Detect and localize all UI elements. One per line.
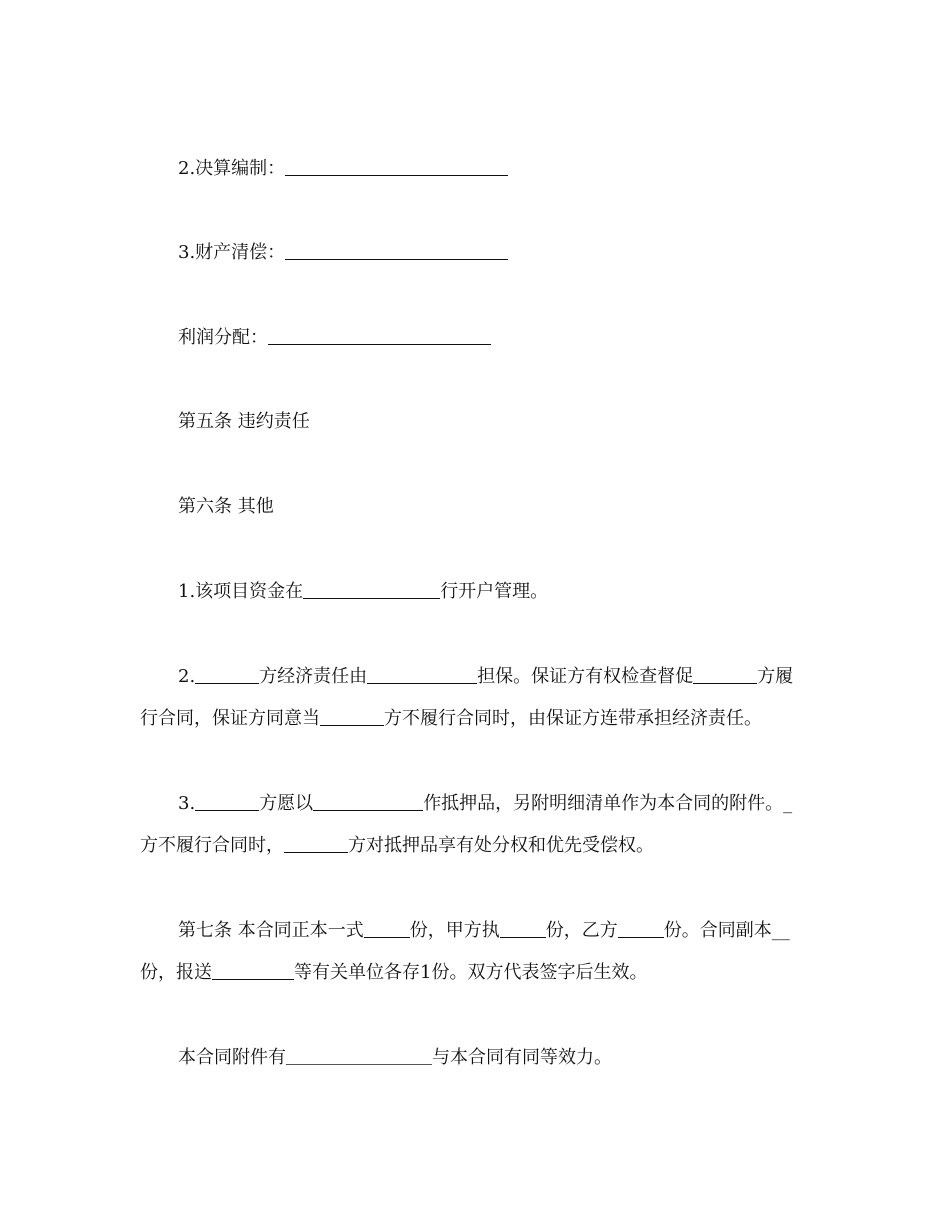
article-7-line1 xyxy=(140,910,812,952)
article-title: 第六条 其他 xyxy=(178,496,274,517)
clause-text: 方对抵押品享有处分权和优先受偿权。 xyxy=(348,835,654,856)
clause-text: 与本合同有同等效力。 xyxy=(432,1047,612,1068)
fill-blank[interactable] xyxy=(285,241,508,260)
article-7-line2 xyxy=(140,952,812,994)
clause-text: 担保。保证方有权检查督促 xyxy=(477,666,694,687)
clause-guarantee-line2 xyxy=(140,698,812,740)
clause-text: 行合同，保证方同意当 xyxy=(140,708,320,729)
clause-text: 利润分配： xyxy=(178,327,268,348)
clause-bank-account xyxy=(140,571,812,613)
clause-text: 份。合同副本__ xyxy=(663,920,790,941)
fill-blank[interactable] xyxy=(313,792,423,811)
fill-blank[interactable] xyxy=(284,834,348,853)
clause-text: 方不履行合同时，由保证方连带承担经济责任。 xyxy=(384,708,762,729)
clause-text: 3. xyxy=(178,793,196,814)
clause-final-accounts xyxy=(140,148,812,190)
clause-text: 份，乙方 xyxy=(545,920,618,941)
clause-text: 等有关单位各存1份。双方代表签字后生效。 xyxy=(294,962,648,983)
fill-blank[interactable] xyxy=(693,665,757,684)
clause-text: 份，报送 xyxy=(140,962,212,983)
clause-text: 行开户管理。 xyxy=(440,581,549,602)
clause-text: 方愿以 xyxy=(259,793,314,814)
clause-text: 方不履行合同时， xyxy=(140,835,284,856)
article-5-heading xyxy=(140,401,812,443)
clause-collateral-line1 xyxy=(140,783,812,825)
fill-blank[interactable] xyxy=(367,665,477,684)
article-6-heading xyxy=(140,486,812,528)
clause-property-settlement xyxy=(140,232,812,274)
fill-blank[interactable] xyxy=(195,792,259,811)
clause-profit-distribution xyxy=(140,317,812,359)
fill-blank[interactable] xyxy=(364,919,410,938)
article-title: 第五条 违约责任 xyxy=(178,411,310,432)
clause-text: 本合同附件有 xyxy=(178,1047,286,1068)
clause-attachments xyxy=(140,1037,812,1079)
clause-text: 2. xyxy=(178,666,196,687)
fill-blank[interactable] xyxy=(268,326,491,345)
clause-guarantee-line1 xyxy=(140,656,812,698)
fill-blank[interactable] xyxy=(285,157,508,176)
clause-text: 3.财产清偿： xyxy=(178,242,286,263)
fill-blank[interactable] xyxy=(618,919,664,938)
fill-blank[interactable] xyxy=(320,707,384,726)
clause-text: 1.该项目资金在 xyxy=(178,581,304,602)
fill-blank[interactable] xyxy=(212,961,294,980)
clause-collateral-line2 xyxy=(140,825,812,867)
fill-blank[interactable] xyxy=(303,580,440,599)
clause-text: 方履 xyxy=(757,666,794,687)
clause-text: 第七条 本合同正本一式 xyxy=(178,920,364,941)
clause-text: 份，甲方执 xyxy=(409,920,500,941)
fill-blank[interactable] xyxy=(195,665,259,684)
clause-text: 2.决算编制： xyxy=(178,158,286,179)
fill-blank[interactable] xyxy=(286,1046,432,1065)
clause-text: 方经济责任由 xyxy=(259,666,368,687)
fill-blank[interactable] xyxy=(500,919,546,938)
clause-text: 作抵押品，另附明细清单作为本合同的附件。_ xyxy=(423,793,793,814)
